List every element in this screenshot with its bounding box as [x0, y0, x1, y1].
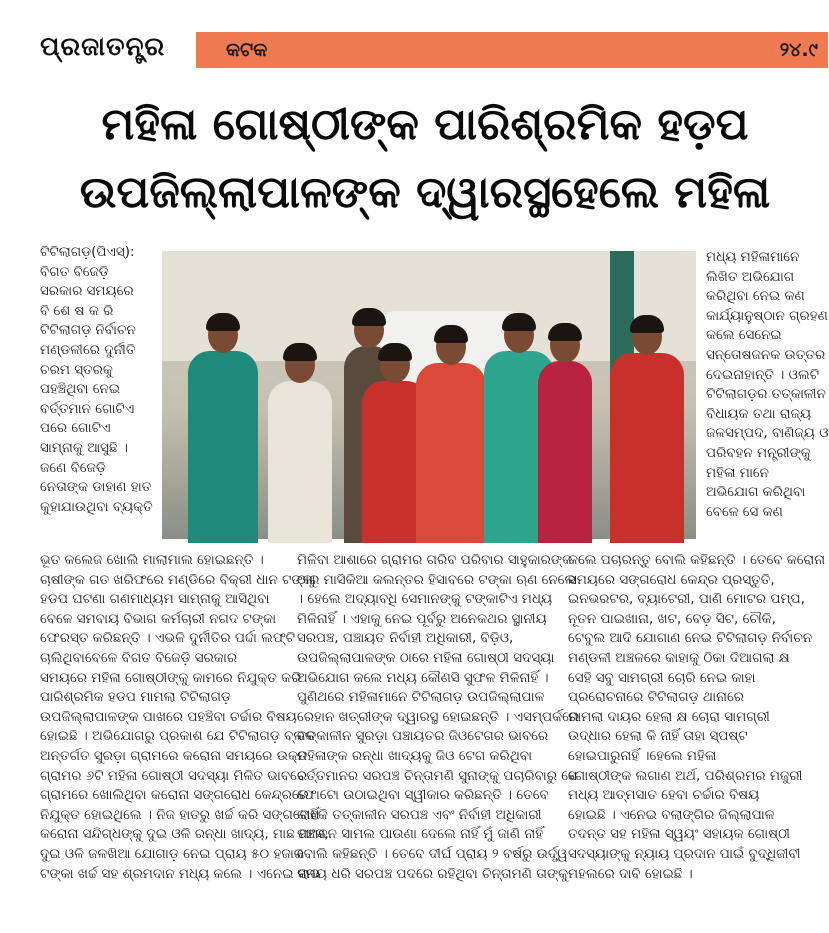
article-line: ଫୋଟୋ ଉଠାଇଥିବା ସ୍ୱୀକାର କରିଛନ୍ତି । ତେବେ	[297, 787, 549, 804]
article-line: ସେହି ସବୁ ସାମଗ୍ରୀ ଚୋରି ନେଇ କାହା	[568, 669, 756, 686]
article-line: କାର୍ଯ୍ୟାନୁଷ୍ଠାନ ଗ୍ରହଣ	[706, 307, 828, 324]
article-line: ବିଗତ ବିଜେଡ଼ି	[40, 263, 109, 280]
article-line: ଗ୍ରାମରେ ଖୋଲିଥିବା କରୋନା ସଙ୍ଗରୋଧ କେନ୍ଦ୍ରରେ	[40, 787, 309, 804]
news-photo	[162, 251, 696, 539]
article-line: ଗୋଷ୍ଠୀଙ୍କ ଲଗାଣ ଅର୍ଥ, ପରିଶ୍ରମର ମଜୁରୀ	[568, 767, 803, 784]
article-line: ତତ୍କାଳୀନ ସୁରଡ଼ା ପଞ୍ଚାୟତର ଜିଓଟେଗର ଭାବରେ	[297, 728, 549, 745]
article-line: ଚରମ ସ୍ତରକୁ	[40, 361, 113, 378]
article-line: କଲେ ସେନେଇ	[706, 327, 782, 344]
article-right-column	[706, 248, 829, 522]
article-line: ମଧ୍ୟ ମହିଳାମାନେ	[706, 249, 800, 265]
article-line: ଉପଜିଲ୍ଲାପାଳଙ୍କ ପାଖରେ ପହଞ୍ଚିବା ଚର୍ଚ୍ଚାର ବିଷୟ	[40, 708, 297, 725]
article-line: ମିଳିନାହିଁ । ଏହାକୁ ନେଇ ପୂର୍ବରୁ ଅନେକଥର ସ୍ଥାନୀୟ	[297, 610, 547, 627]
article-line: ଚାଲିଥିବାବେଳେ ବିଗତ ବିଜେଡ଼ି ସରକାର	[40, 649, 238, 666]
article-line: ଉପଜିଲ୍ଲାପାଳଙ୍କ ଠାରେ ମହିଳା ଗୋଷ୍ଠୀ ସଦସ୍ୟା	[297, 649, 555, 666]
article-line: ପରେ ଗୋଟିଏ	[40, 420, 111, 437]
article-line: ଚାଷୀଙ୍କ ଗତ ଖରିଫରେ ମଣ୍ଡିରେ ବିକ୍ରୀ ଧାନ ଟଙ୍କା	[40, 571, 316, 588]
article-line: କୁହାଯାଉଥିବା ବ୍ୟକ୍ତି	[40, 498, 153, 515]
top-cropped-strip	[0, 0, 828, 10]
article-line: ଜଣେ ବିଜେଡ଼ି	[40, 459, 106, 476]
article-line: ମଣ୍ଡଳୀରେ ଦୁର୍ନୀତି	[40, 341, 136, 358]
article-line: ସମୟରେ ମହିଳା ଗୋଷ୍ଠୀଙ୍କୁ କାମରେ ନିଯୁକ୍ତ କରି	[40, 669, 302, 686]
edition-city: କଟକ	[226, 39, 268, 61]
article-line: ଟିଟିଲାଗଡ଼ର ତତ୍କାଳୀନ	[706, 386, 826, 403]
article-line: ଇନଭରଟର, ବ୍ୟାଟେରୀ, ପାଣି ମୋଟର ପମ୍ପ,	[568, 591, 805, 608]
article-line: କରିଥିବା ନେଇ କଣ	[706, 288, 805, 305]
article-line: ନିଯୁକ୍ତ ହୋଇଥିଲେ । ନିଜ ହାତରୁ ଖର୍ଚ୍ଚ କରି ସଙ୍ଗରୋଧ	[40, 806, 320, 823]
article-line: ବି ଶେ ଷ କ ରି	[40, 302, 114, 319]
article-line: ବୋଲି କହିଛନ୍ତି । ତେବେ ଦୀର୍ଘ ପ୍ରାୟ ୨ ବର୍ଷରୁ ଉର୍ଦ୍ଧ୍ୱ	[297, 845, 568, 862]
masthead-logo	[40, 28, 190, 66]
article-bottom-column-3	[568, 551, 824, 884]
edition-bar	[196, 32, 828, 68]
article-line: ଟେବୁଲ ଆଦି ଯୋଗାଣ ନେଇ ଟିଟିଲାଗଡ଼ ନିର୍ବାଚନ	[568, 630, 813, 647]
article-line: ସରପଞ୍ଚ, ପଞ୍ଚାୟତ ନିର୍ବାହୀ ଅଧିକାରୀ, ବିଡ଼ିଓ,	[297, 630, 514, 647]
article-line: ଗ୍ରାମର ୬ଟି ମହିଳା ଗୋଷ୍ଠୀ ସଦସ୍ୟା ମିଳିତ ଭାବରେ	[40, 767, 308, 784]
article-line: ବିଧାୟକ ତଥା ରାଜ୍ୟ	[706, 405, 812, 422]
article-line: ପାରିଶ୍ରମିକ ହଡପ ମାମଲା ଟିଟିଲାଗଡ଼	[40, 689, 231, 706]
article-line: ଟିଟିଲାଗଡ଼ ନିର୍ବାଚନ	[40, 322, 136, 339]
article-line: ଭୂତ କଲେଜ ଖୋଲି ମାଲାମାଲ ହୋଇଛନ୍ତି ।	[40, 552, 264, 568]
article-line: ହୋଇଛି । ଅଭିଯୋଗରୁ ପ୍ରକାଶ ଯେ ଟିଟିଲାଗଡ଼ ବ୍ଲକ	[40, 728, 316, 745]
article-line: ପହଞ୍ଚିଥିବା ନେଇ	[40, 381, 121, 398]
edition-date: ୨୪.୯	[779, 39, 818, 61]
article-line: । ହେଲେ ଅଦ୍ୟାବଧି ସେମାନଙ୍କୁ ଟଙ୍କାଟିଏ ମଧ୍ୟ	[297, 591, 553, 608]
article-line: ପଞ୍ଚାନନ ସାମଲ ପାଉଣା ଦେଲେ ନାହିଁ ମୁଁ ଜାଣି ନାହିଁ	[297, 826, 544, 843]
article-line: ପରିବହନ ମନ୍ତ୍ରୀଙ୍କୁ	[706, 444, 811, 461]
article-line: ଅଭିଯୋଗ କରିଥିବା	[706, 484, 806, 501]
article-line: କଲେ ପଚାରନ୍ତୁ ବୋଲି କହିଛନ୍ତି । ତେବେ କରୋନା	[568, 552, 826, 568]
article-line: ଜଳସମ୍ପଦ, ବାଣିଜ୍ୟ ଓ	[706, 425, 829, 442]
headline-line-1: ମହିଳା ଗୋଷ୍ଠୀଙ୍କ ପାରିଶ୍ରମିକ ହଡ଼ପ	[101, 99, 749, 150]
article-line: ସାମ୍ନାକୁ ଆସୁଛି ।	[40, 439, 128, 456]
article-line: ମିଳିବା ଆଶାରେ ଗ୍ରାମର ଗରିବ ପରିବାର ସାହୁକାରଙ୍କ	[297, 552, 573, 568]
article-line: ମହଲରେ ଦାବି ହୋଇଛି ।	[568, 865, 693, 882]
article-line: ମଧ୍ୟ ଆତ୍ମସାତ ହେବା ଚର୍ଚ୍ଚାର ବିଷୟ	[568, 787, 760, 804]
article-line: ଅଭିଯୋଗ କଲେ ମଧ୍ୟ କୌଣସି ସୁଫଳ ମିଳିନାହିଁ ।	[297, 669, 549, 686]
article-bottom-column-2	[297, 551, 580, 884]
photo-woman-figure	[606, 315, 688, 543]
headline-line-2: ଉପଜିଲ୍ଲାପାଳଙ୍କ ଦ୍ୱାରସ୍ଥହେଲେ ମହିଳା	[79, 167, 771, 218]
article-line: ସରକାର ସମୟରେ	[40, 283, 134, 300]
article-line: କରୋନା ସନ୍ଦିଗ୍ଧଙ୍କୁ ଦୁଇ ଓଳି ରନ୍ଧା ଖାଦ୍ୟ, ମାଛ ମାଂସ,	[40, 826, 329, 843]
article-line: ଠାରୁ ମାସିକିଆ କଲନ୍ତର ହିସାବରେ ଟଙ୍କା ଋଣ ନେଲେ	[297, 571, 577, 588]
photo-woman-figure	[264, 343, 336, 543]
article-line: ଦେଇନାହାନ୍ତି । ଓଲଟି	[706, 366, 820, 383]
article-line: ହୋଇଛି । ଏନେଇ ବଲାଙ୍ଗିର ଜିଲ୍ଲାପାଳ	[568, 806, 775, 823]
article-line: ବର୍ତ୍ତମାନର ସରପଞ୍ଚ ଚିନ୍ତାମଣି ସୁନାଙ୍କୁ ପଚାରିବାରୁ ସେ	[297, 767, 577, 784]
photo-woman-figure	[534, 323, 596, 543]
article-line: ସମୟ ଧରି ସରପଞ୍ଚ ପଦରେ ରହିଥିବା ଚିନ୍ତାମଣି ତାଙ୍କୁ	[297, 865, 569, 882]
article-left-column	[40, 243, 154, 517]
article-line: ବର୍ତ୍ତମାନ ଗୋଟିଏ	[40, 400, 135, 417]
article-line: ନୂତନ ପାଇଖାନା, ଖଟ, ବେଡ଼ ସିଟ, ଚୌକି,	[568, 610, 776, 627]
article-bottom-column-1	[40, 551, 329, 884]
article-line: ମହିଳା ମାନେ	[706, 464, 769, 481]
article-line: ନେତାଙ୍କ ଡାହାଣ ହାତ	[40, 479, 152, 496]
article-line: ଉଦ୍ଧାର ହେଲା କି ନାହିଁ ତାହା ସ୍ପଷ୍ଟ	[568, 728, 748, 745]
article-line: ପ୍ରରୋଚନାରେ ଟିଟିଲାଗଡ଼ ଥାନାରେ	[568, 689, 744, 706]
photo-woman-figure	[184, 313, 262, 543]
article-line: ମଣ୍ଡଳୀ ଅଞ୍ଚଳରେ କାହାକୁ ଠିକା ଦିଆଗଲା କ୍ଷ	[568, 649, 790, 666]
newspaper-logo: ପ୍ରଜାତନ୍ତ୍ର	[40, 31, 166, 62]
article-line: ହଡପ ଘଟଣା ଗଣମାଧ୍ୟମ ସାମ୍ନାକୁ ଆସିଥିବା	[40, 591, 270, 608]
article-line: ତଦନ୍ତ ସହ ମହିଳା ସ୍ୱୟଂ ସହାୟକ ଗୋଷ୍ଠୀ	[568, 826, 790, 843]
article-line: ଫେରସ୍ତ କରିଛନ୍ତି । ଏଭଳି ଦୁର୍ନୀତିର ପର୍ଦ୍ଦା ଲଫ୍ଟି	[40, 630, 296, 647]
article-line: ମାମଲା ଦାୟର ହେଲା କ୍ଷ ଚୋରା ସାମଗ୍ରୀ	[568, 708, 770, 725]
article-line: ପୁଣିଥରେ ମହିଳାମାନେ ଟିଟିଲାଗଡ଼ ଉପଜିଲ୍ଲାପାଳ	[297, 689, 545, 706]
article-line: ବେଳେ ସେ କଣ	[706, 503, 783, 520]
article-line: ଦୁଇ ଓଳି ଜଳଖିଆ ଯୋଗାଡ଼ ନେଇ ପ୍ରାୟ ୫୦ ହଜାର	[40, 845, 305, 862]
article-line: ହୋଇପାରୁନାହିଁ ।ହେଲେ ମହିଳା	[568, 747, 717, 764]
article-line: ସମୟରେ ସଙ୍ଗରୋଧ କେନ୍ଦ୍ର ପ୍ରସ୍ତୁତି,	[568, 571, 775, 588]
article-line: ଟିଟିଲାଗଡ଼(ପିଏସ୍):	[40, 244, 135, 260]
article-line: ଅନ୍ତର୍ଗତ ସୁରଡ଼ା ଗ୍ରାମରେ କରୋନା ସମୟରେ ଉକ୍ତ	[40, 747, 308, 764]
article-line: କାହିଁକି ତତ୍କାଳୀନ ସରପଞ୍ଚ ଏବଂ ନିର୍ବାହୀ ଅଧିକାରୀ	[297, 806, 542, 823]
article-line: ଟଙ୍କା ଖର୍ଚ୍ଚ ସହ ଶ୍ରମଦାନ ମଧ୍ୟ କଲେ । ଏନେଇ ଲାଭ	[40, 865, 321, 882]
article-line: ମହିଳାଙ୍କ ରନ୍ଧା ଖାଦ୍ୟକୁ ଜିଓ ଟେଗ କରିଥିବା	[297, 747, 533, 764]
article-line: ରେହାନ ଖତ୍ରୀଙ୍କ ଦ୍ୱାରସ୍ଥ ହୋଇଛନ୍ତି । ଏସମ୍ପର୍କରେ	[297, 708, 580, 725]
article-line: ଲିଖିତ ଅଭିଯୋଗ	[706, 268, 795, 285]
photo-woman-figure	[412, 325, 490, 543]
article-line: ସଦସ୍ୟାଙ୍କୁ ନ୍ୟାୟ ପ୍ରଦାନ ପାଇଁ ବୁଦ୍ଧିଜୀବୀ	[568, 845, 801, 862]
article-line: ସନ୍ତୋଷଜନକ ଉତ୍ତର	[706, 346, 826, 363]
article-line: ବେଳେ ସମବାୟ ବିଭାଗ କର୍ମଚାରୀ ନଗଦ ଟଙ୍କା	[40, 610, 277, 627]
